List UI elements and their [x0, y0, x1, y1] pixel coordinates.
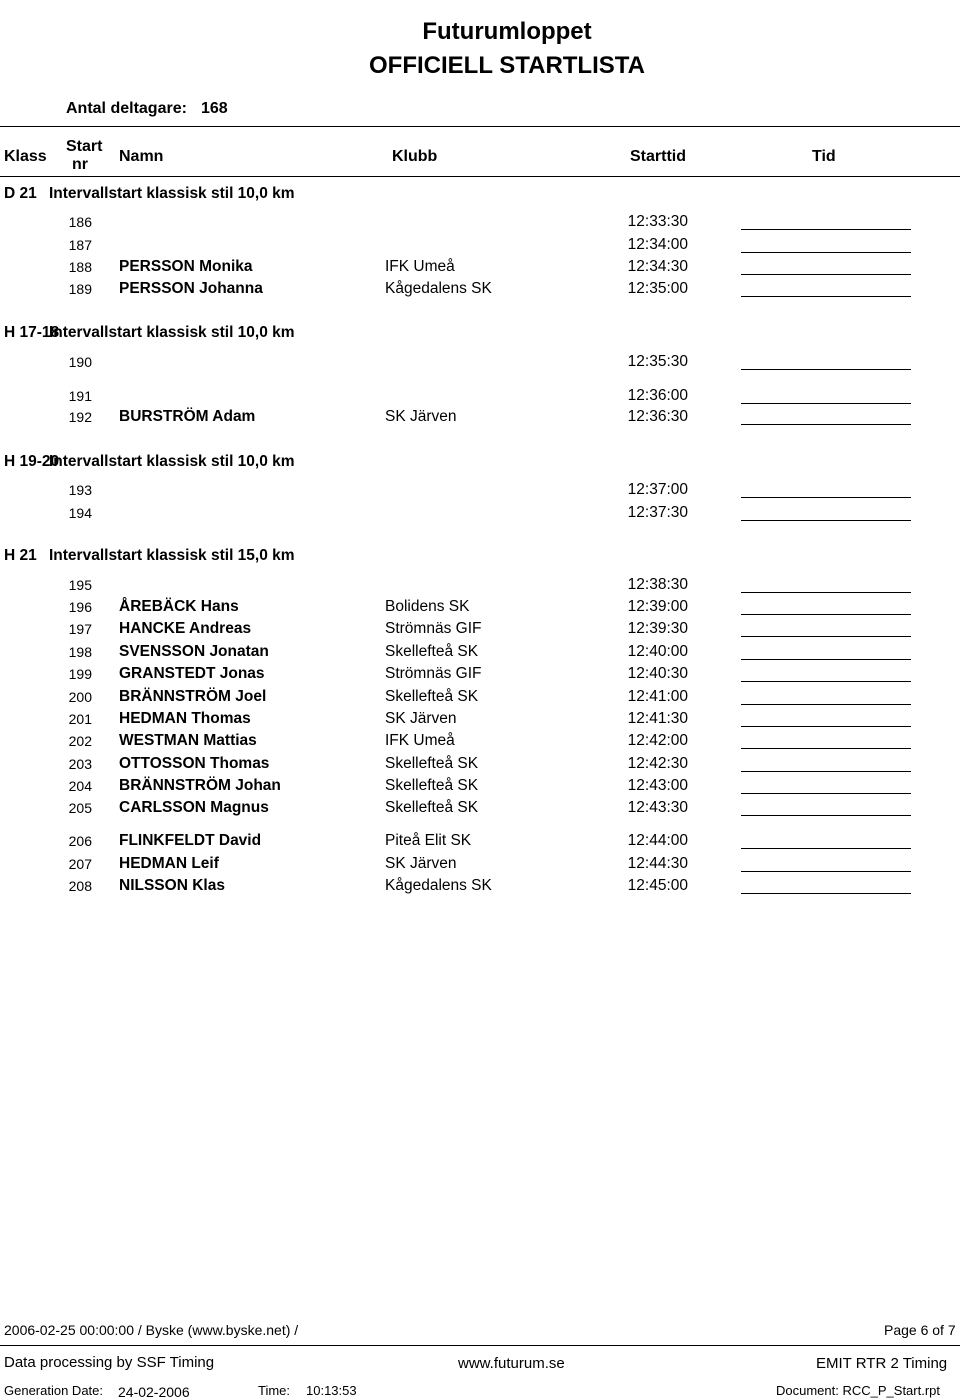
participant-name: OTTOSSON Thomas	[119, 755, 270, 772]
result-time-blank	[741, 592, 911, 593]
start-time: 12:37:00	[627, 481, 688, 498]
start-time: 12:34:00	[627, 236, 688, 253]
start-number: 195	[68, 577, 92, 593]
start-row	[0, 710, 960, 732]
section-class: H 21	[4, 547, 37, 564]
start-row	[0, 755, 960, 777]
footer-page-number: Page 6 of 7	[884, 1322, 956, 1338]
footer-document: Document: RCC_P_Start.rpt	[776, 1383, 941, 1398]
result-time-blank	[741, 771, 911, 772]
start-time: 12:40:30	[627, 665, 688, 682]
club-name: Strömnäs GIF	[385, 665, 482, 682]
result-time-blank	[741, 704, 911, 705]
result-time-blank	[741, 403, 911, 404]
club-name: IFK Umeå	[385, 732, 455, 749]
result-time-blank	[741, 893, 911, 894]
participant-name: PERSSON Monika	[119, 258, 253, 275]
section-class: D 21	[4, 185, 37, 202]
start-time: 12:44:00	[627, 832, 688, 849]
start-time: 12:34:30	[627, 258, 688, 275]
col-start: Start	[66, 138, 103, 155]
col-nr: nr	[72, 156, 88, 173]
result-time-blank	[741, 614, 911, 615]
participant-name: HEDMAN Thomas	[119, 710, 251, 727]
start-time: 12:43:30	[627, 799, 688, 816]
start-number: 205	[68, 800, 92, 816]
result-time-blank	[741, 497, 911, 498]
club-name: SK Järven	[385, 710, 457, 727]
start-number: 196	[68, 599, 92, 615]
club-name: Skellefteå SK	[385, 643, 479, 660]
start-time: 12:38:30	[627, 576, 688, 593]
club-name: Kågedalens SK	[385, 280, 492, 297]
start-number: 194	[68, 505, 92, 521]
club-name: Skellefteå SK	[385, 688, 479, 705]
footer-processing: Data processing by SSF Timing	[4, 1354, 215, 1371]
start-row	[0, 799, 960, 821]
start-number: 197	[68, 621, 92, 637]
start-number: 199	[68, 666, 92, 682]
col-starttid: Starttid	[630, 148, 686, 165]
club-name: Skellefteå SK	[385, 799, 479, 816]
result-time-blank	[741, 659, 911, 660]
section-description: Intervallstart klassisk stil 15,0 km	[49, 547, 295, 564]
start-number: 206	[68, 833, 92, 849]
start-number: 192	[68, 409, 92, 425]
section-description: Intervallstart klassisk stil 10,0 km	[49, 324, 295, 341]
result-time-blank	[741, 848, 911, 849]
header-top-rule	[0, 126, 960, 127]
start-time: 12:40:00	[627, 643, 688, 660]
start-number: 208	[68, 878, 92, 894]
footer-rule	[0, 1345, 960, 1346]
participant-name: CARLSSON Magnus	[119, 799, 269, 816]
start-number: 201	[68, 711, 92, 727]
start-time: 12:45:00	[627, 877, 688, 894]
result-time-blank	[741, 726, 911, 727]
col-klass: Klass	[4, 148, 47, 165]
start-number: 198	[68, 644, 92, 660]
start-time: 12:44:30	[627, 855, 688, 872]
participant-name: NILSSON Klas	[119, 877, 225, 894]
participant-count-label: Antal deltagare:	[66, 100, 187, 117]
start-row	[0, 213, 960, 235]
start-row	[0, 855, 960, 877]
start-row	[0, 236, 960, 258]
start-row	[0, 665, 960, 687]
footer-time-label: Time:	[258, 1383, 291, 1398]
result-time-blank	[741, 793, 911, 794]
col-tid: Tid	[812, 148, 836, 165]
club-name: IFK Umeå	[385, 258, 455, 275]
section-description: Intervallstart klassisk stil 10,0 km	[49, 185, 295, 202]
result-time-blank	[741, 815, 911, 816]
result-time-blank	[741, 252, 911, 253]
footer-website: www.futurum.se	[458, 1355, 565, 1372]
start-number: 188	[68, 259, 92, 275]
start-time: 12:33:30	[627, 213, 688, 230]
section-description: Intervallstart klassisk stil 10,0 km	[49, 453, 295, 470]
participant-name: BURSTRÖM Adam	[119, 408, 256, 425]
start-number: 191	[68, 388, 92, 404]
start-row	[0, 576, 960, 598]
start-row	[0, 408, 960, 430]
result-time-blank	[741, 520, 911, 521]
start-time: 12:39:00	[627, 598, 688, 615]
start-row	[0, 777, 960, 799]
footer-system: EMIT RTR 2 Timing	[816, 1355, 948, 1372]
start-row	[0, 353, 960, 375]
participant-name: BRÄNNSTRÖM Johan	[119, 777, 281, 794]
start-time: 12:35:00	[627, 280, 688, 297]
start-row	[0, 877, 960, 899]
start-number: 189	[68, 281, 92, 297]
section-class: H 17-18	[4, 324, 60, 341]
result-time-blank	[741, 636, 911, 637]
start-row	[0, 620, 960, 642]
start-row	[0, 504, 960, 526]
result-time-blank	[741, 748, 911, 749]
start-row	[0, 732, 960, 754]
start-time: 12:43:00	[627, 777, 688, 794]
start-time: 12:37:30	[627, 504, 688, 521]
participant-name: HEDMAN Leif	[119, 855, 219, 872]
start-time: 12:41:30	[627, 710, 688, 727]
start-number: 200	[68, 689, 92, 705]
footer-source: 2006-02-25 00:00:00 / Byske (www.byske.net) /	[4, 1322, 299, 1338]
start-row	[0, 280, 960, 302]
participant-count	[66, 100, 228, 118]
start-number: 187	[68, 237, 92, 253]
participant-name: ÅREBÄCK Hans	[119, 598, 239, 615]
club-name: SK Järven	[385, 855, 457, 872]
start-number: 204	[68, 778, 92, 794]
start-time: 12:41:00	[627, 688, 688, 705]
club-name: Skellefteå SK	[385, 755, 479, 772]
start-number: 193	[68, 482, 92, 498]
col-namn: Namn	[119, 148, 164, 165]
participant-name: SVENSSON Jonatan	[119, 643, 269, 660]
participant-name: BRÄNNSTRÖM Joel	[119, 688, 267, 705]
result-time-blank	[741, 274, 911, 275]
start-number: 203	[68, 756, 92, 772]
start-time: 12:36:30	[627, 408, 688, 425]
start-number: 186	[68, 214, 92, 230]
event-title: Futurumloppet	[422, 18, 592, 45]
participant-name: HANCKE Andreas	[119, 620, 252, 637]
start-row	[0, 387, 960, 409]
club-name: Kågedalens SK	[385, 877, 492, 894]
start-number: 202	[68, 733, 92, 749]
start-number: 207	[68, 856, 92, 872]
document-subtitle: OFFICIELL STARTLISTA	[369, 52, 645, 79]
header-bottom-rule	[0, 176, 960, 177]
result-time-blank	[741, 681, 911, 682]
participant-count-value: 168	[201, 100, 228, 117]
start-row	[0, 688, 960, 710]
start-row	[0, 643, 960, 665]
section-class: H 19-20	[4, 453, 60, 470]
participant-name: GRANSTEDT Jonas	[119, 665, 265, 682]
start-number: 190	[68, 354, 92, 370]
result-time-blank	[741, 229, 911, 230]
participant-name: PERSSON Johanna	[119, 280, 263, 297]
result-time-blank	[741, 296, 911, 297]
col-klubb: Klubb	[392, 148, 438, 165]
club-name: Strömnäs GIF	[385, 620, 482, 637]
result-time-blank	[741, 424, 911, 425]
start-time: 12:42:00	[627, 732, 688, 749]
footer-time-value: 10:13:53	[306, 1383, 357, 1398]
start-row	[0, 598, 960, 620]
participant-name: WESTMAN Mattias	[119, 732, 257, 749]
club-name: Skellefteå SK	[385, 777, 479, 794]
club-name: SK Järven	[385, 408, 457, 425]
start-row	[0, 481, 960, 503]
footer-generation-date: 24-02-2006	[118, 1384, 190, 1400]
club-name: Bolidens SK	[385, 598, 470, 615]
start-row	[0, 258, 960, 280]
start-time: 12:35:30	[627, 353, 688, 370]
footer-generation-label: Generation Date:	[4, 1383, 104, 1398]
club-name: Piteå Elit SK	[385, 832, 472, 849]
participant-name: FLINKFELDT David	[119, 832, 262, 849]
result-time-blank	[741, 871, 911, 872]
start-row	[0, 832, 960, 854]
result-time-blank	[741, 369, 911, 370]
start-time: 12:42:30	[627, 755, 688, 772]
start-time: 12:39:30	[627, 620, 688, 637]
start-time: 12:36:00	[627, 387, 688, 404]
